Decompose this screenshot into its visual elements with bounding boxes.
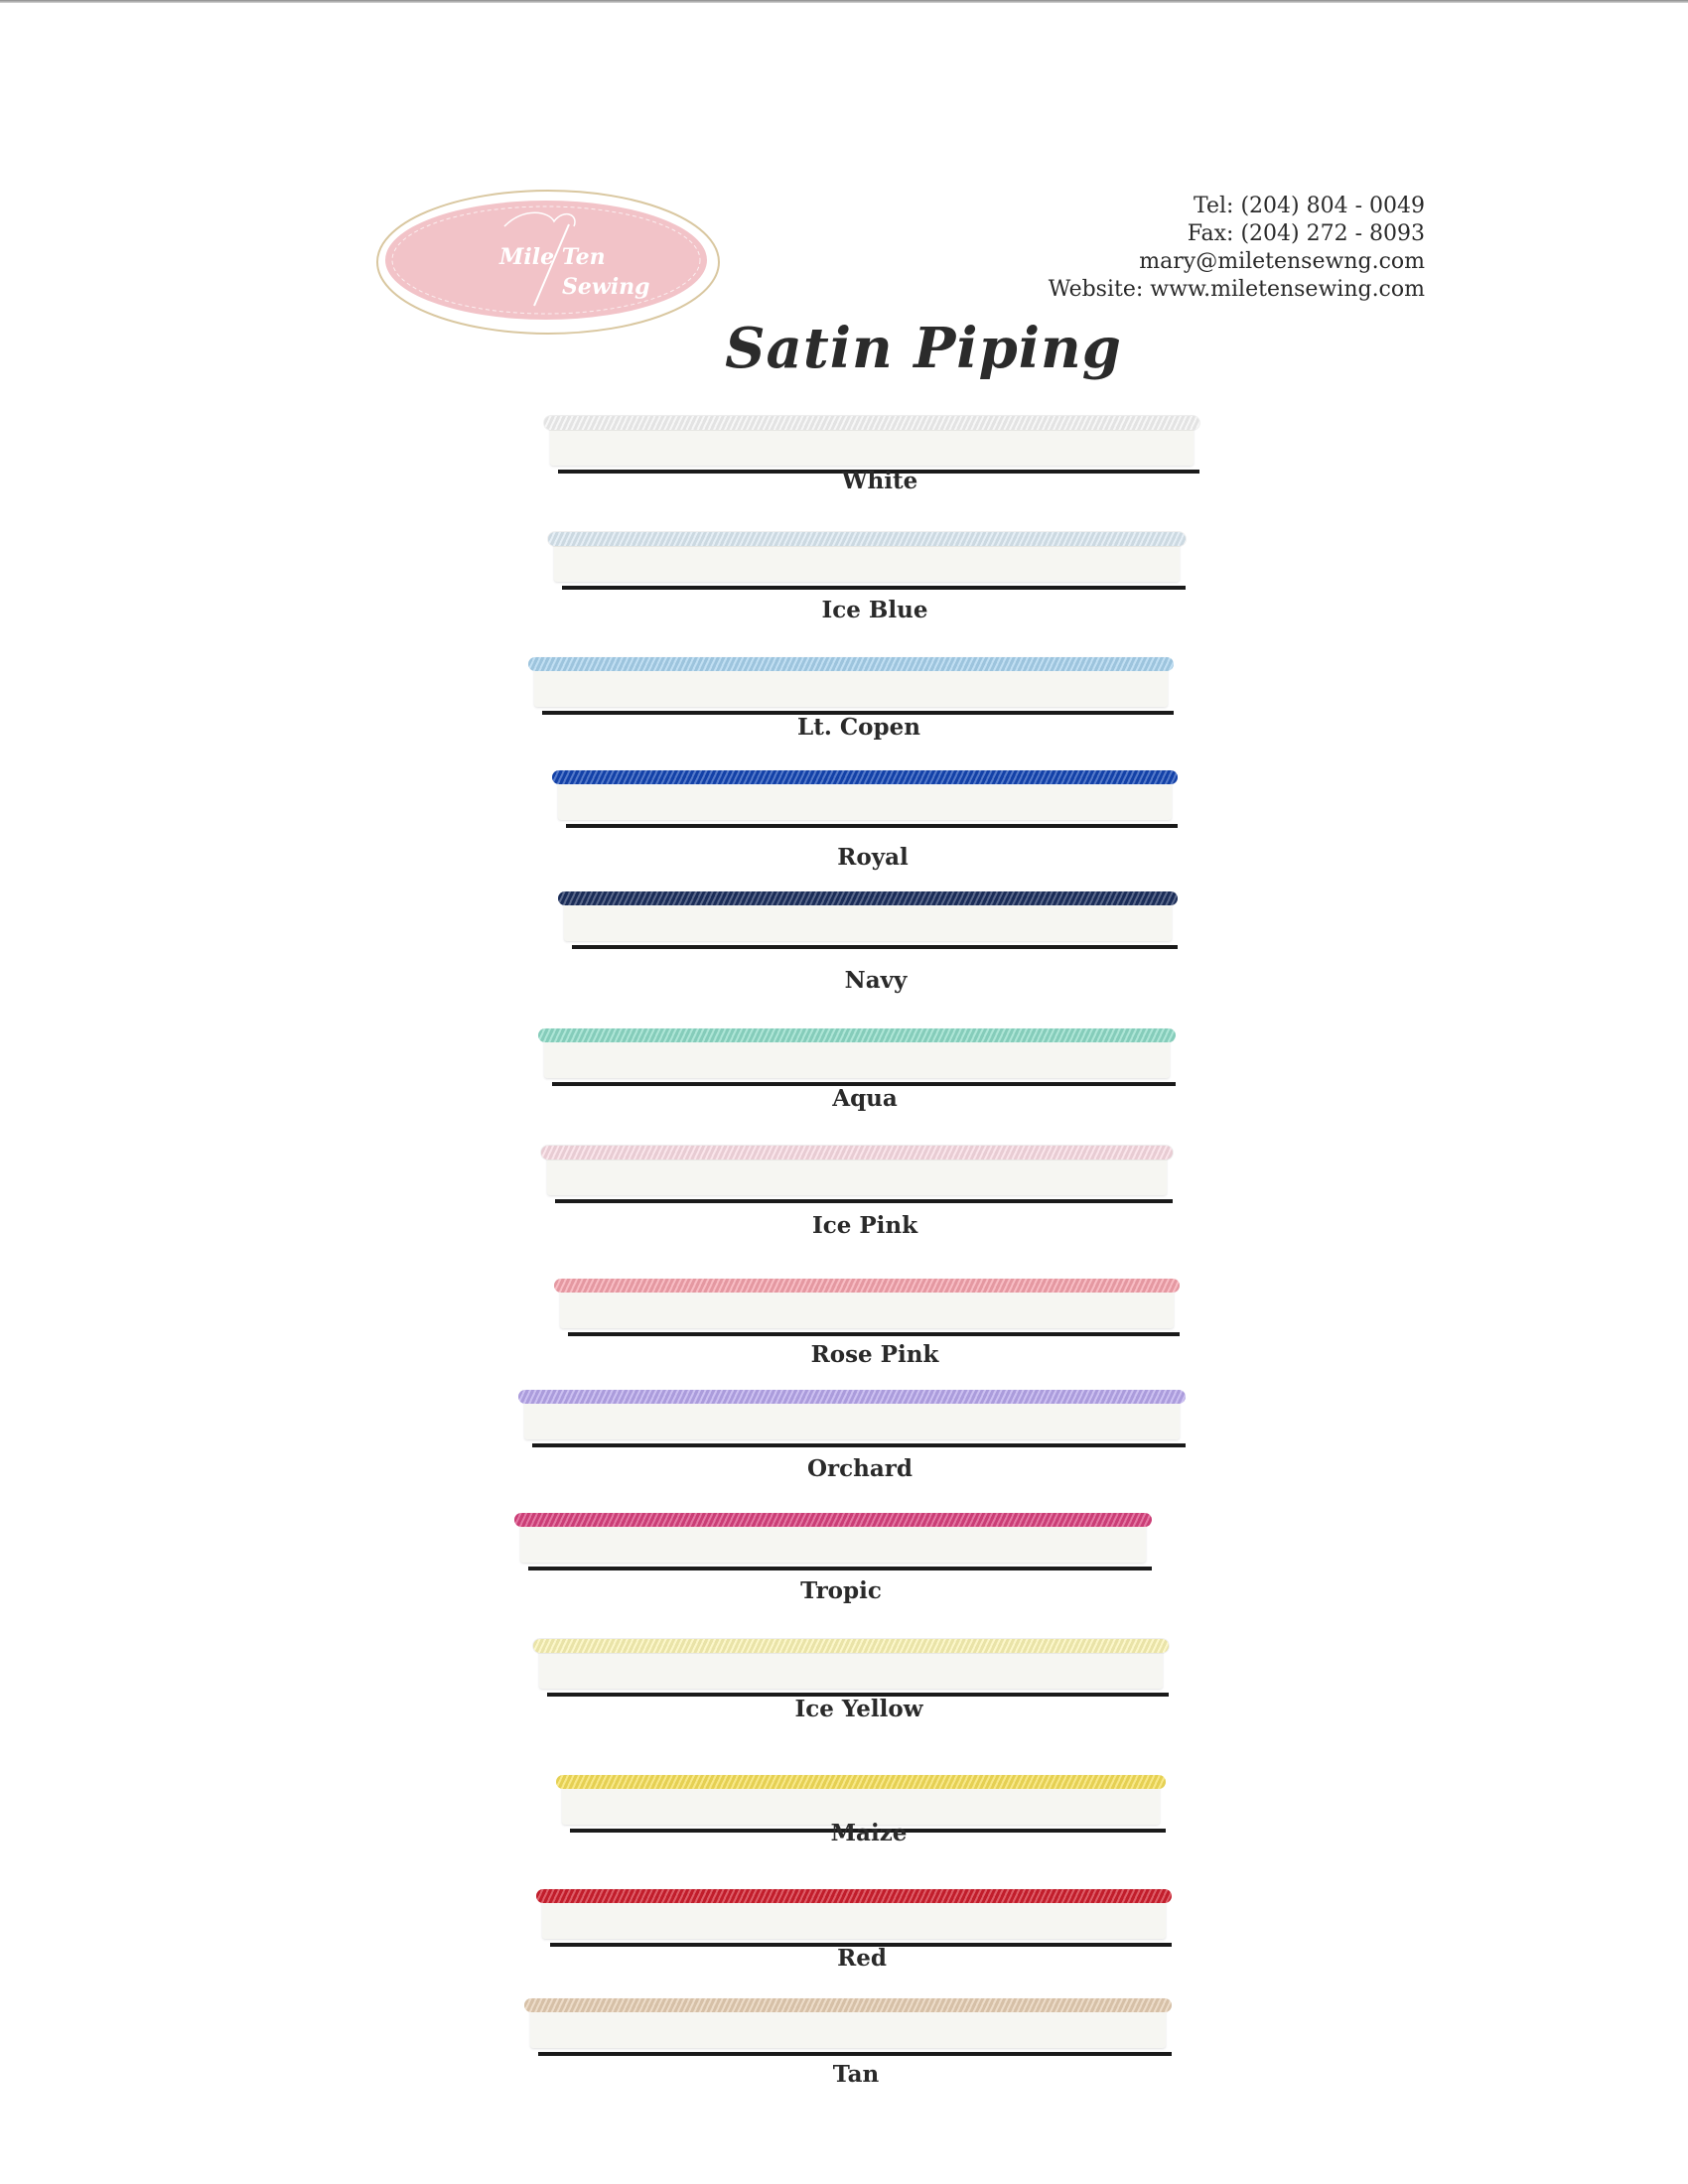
piping-swatch: [514, 1507, 1152, 1570]
swatch-cord: [554, 1279, 1180, 1293]
swatch-cord: [518, 1390, 1186, 1404]
swatch-label: White: [841, 468, 918, 494]
swatch-cord: [548, 532, 1186, 546]
swatch-cord: [552, 770, 1178, 784]
phone-number: Tel: (204) 804 - 0049: [1194, 194, 1425, 218]
swatch-underline: [555, 1199, 1173, 1203]
scan-edge: [0, 0, 1688, 3]
swatch-underline: [532, 1443, 1186, 1447]
svg-text:Sewing: Sewing: [562, 274, 650, 300]
swatch-label: Lt. Copen: [797, 714, 920, 741]
piping-swatch: [548, 526, 1186, 590]
page-title: Satin Piping: [725, 316, 1122, 381]
swatch-label: Maize: [830, 1820, 908, 1846]
piping-swatch: [544, 410, 1199, 474]
swatch-label: Aqua: [832, 1085, 898, 1112]
swatch-underline: [568, 1332, 1180, 1336]
swatch-label: Ice Blue: [821, 597, 928, 623]
swatch-label: Orchard: [807, 1455, 913, 1482]
swatch-label: Tan: [832, 2061, 880, 2088]
fax-number: Fax: (204) 272 - 8093: [1187, 221, 1425, 246]
piping-swatch: [541, 1140, 1173, 1203]
swatch-cord: [556, 1775, 1166, 1789]
swatch-label: Rose Pink: [810, 1341, 939, 1368]
piping-swatch: [518, 1384, 1186, 1447]
swatch-underline: [572, 945, 1178, 949]
swatch-label: Red: [837, 1945, 887, 1972]
swatch-label: Ice Pink: [811, 1212, 918, 1239]
swatch-cord: [533, 1639, 1169, 1653]
piping-swatch: [558, 886, 1178, 949]
swatch-cord: [538, 1028, 1176, 1042]
swatch-underline: [566, 824, 1178, 828]
swatch-cord: [524, 1998, 1172, 2012]
swatch-underline: [562, 586, 1186, 590]
email-address: mary@miletensewng.com: [1139, 249, 1425, 274]
svg-text:Mile Ten: Mile Ten: [499, 244, 606, 270]
swatch-cord: [536, 1889, 1172, 1903]
swatch-underline: [528, 1567, 1152, 1570]
piping-swatch: [552, 764, 1178, 828]
piping-swatch: [538, 1023, 1176, 1086]
piping-swatch: [524, 1992, 1172, 2056]
swatch-cord: [558, 891, 1178, 905]
swatch-underline: [538, 2052, 1172, 2056]
contact-info: [1049, 193, 1425, 304]
swatch-label: Ice Yellow: [794, 1696, 923, 1722]
swatch-cord: [544, 416, 1199, 430]
swatch-cord: [514, 1513, 1152, 1527]
piping-swatch: [554, 1273, 1180, 1336]
swatch-cord: [541, 1146, 1173, 1160]
swatch-label: Royal: [837, 844, 909, 871]
swatch-label: Navy: [844, 967, 908, 994]
swatch-label: Tropic: [800, 1577, 882, 1604]
swatch-cord: [528, 657, 1174, 671]
website-url: Website: www.miletensewing.com: [1048, 277, 1425, 302]
piping-swatch: [528, 651, 1174, 715]
piping-swatch: [533, 1633, 1169, 1697]
piping-swatch: [536, 1883, 1172, 1947]
